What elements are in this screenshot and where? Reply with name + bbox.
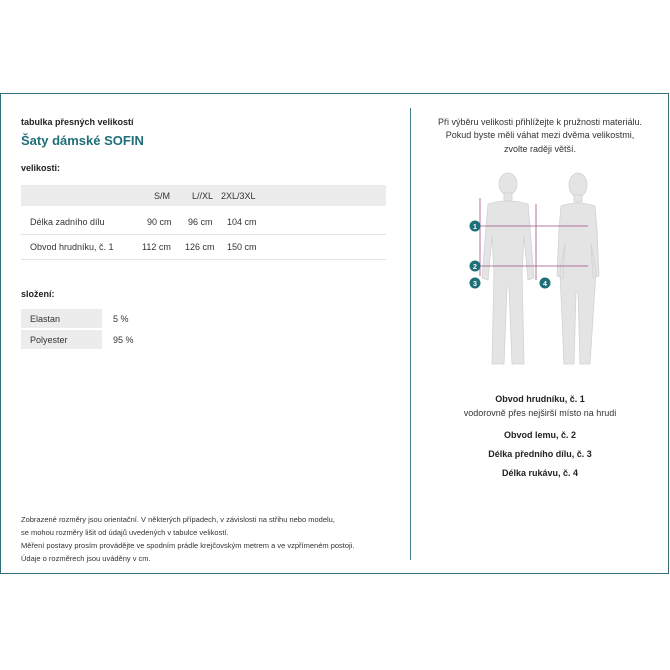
female-silhouette <box>557 173 599 364</box>
marker-1 <box>470 221 481 232</box>
note-line: se mohou rozměry lišit od údajů uvedených v tabulce velikostí. <box>21 528 229 537</box>
table-cell: 126 cm <box>185 242 215 252</box>
male-silhouette <box>482 173 534 364</box>
measurement-title: Délka předního dílu, č. 3 <box>488 449 592 459</box>
marker-4 <box>540 278 551 289</box>
page-title: Šaty dámské SOFIN <box>21 133 144 148</box>
measurement-title: Obvod hrudníku, č. 1 <box>495 394 585 404</box>
note-line: Údaje o rozměrech jsou uváděny v cm. <box>21 554 151 563</box>
page-subtitle: tabulka přesných velikostí <box>21 117 134 127</box>
table-cell: 104 cm <box>227 217 257 227</box>
material-name: Elastan <box>30 314 61 324</box>
svg-text:2: 2 <box>473 264 477 271</box>
table-cell: 96 cm <box>188 217 213 227</box>
list-item <box>21 309 141 328</box>
table-row <box>21 235 386 260</box>
size-table-header <box>21 185 386 206</box>
tip-line: zvolte raději větší. <box>503 144 577 154</box>
material-name: Polyester <box>30 335 68 345</box>
row-label: Obvod hrudníku, č. 1 <box>30 242 114 252</box>
tip-line: Pokud byste měli váhat mezi dvěma velikostmi, <box>445 130 635 140</box>
marker-2 <box>470 261 481 272</box>
column-header: S/M <box>154 191 171 201</box>
material-name-cell <box>21 309 102 328</box>
table-cell: 150 cm <box>227 242 257 252</box>
material-value: 5 % <box>113 314 129 324</box>
list-item <box>21 330 141 349</box>
material-value: 95 % <box>113 335 134 345</box>
table-cell: 112 cm <box>142 242 171 252</box>
table-cell: 90 cm <box>147 217 172 227</box>
column-header: L//XL <box>192 191 214 201</box>
measurement-title: Délka rukávu, č. 4 <box>501 468 579 478</box>
note-line: Zobrazené rozměry jsou orientační. V některých případech, v závislosti na střihu nebo modelu, <box>21 515 335 524</box>
column-divider <box>410 108 411 560</box>
composition-label: složení: <box>21 289 55 299</box>
material-name-cell <box>21 330 102 349</box>
column-header: 2XL/3XL <box>221 191 256 201</box>
marker-3 <box>470 278 481 289</box>
sizes-label: velikosti: <box>21 163 61 173</box>
table-row <box>21 210 386 235</box>
body-measurement-figures <box>460 168 620 374</box>
svg-text:3: 3 <box>473 281 477 288</box>
svg-text:4: 4 <box>543 281 547 288</box>
svg-text:1: 1 <box>473 224 477 231</box>
row-label: Délka zadního dílu <box>30 217 105 227</box>
measurement-title: Obvod lemu, č. 2 <box>503 430 577 440</box>
measurement-description: vodorovně přes nejširší místo na hrudi <box>463 408 617 418</box>
note-line: Měření postavy prosím provádějte ve spodním prádle krejčovským metrem a ve vzpřímeném postoji. <box>21 541 355 550</box>
tip-line: Při výběru velikosti přihlížejte k pružnosti materiálu. <box>437 117 643 127</box>
